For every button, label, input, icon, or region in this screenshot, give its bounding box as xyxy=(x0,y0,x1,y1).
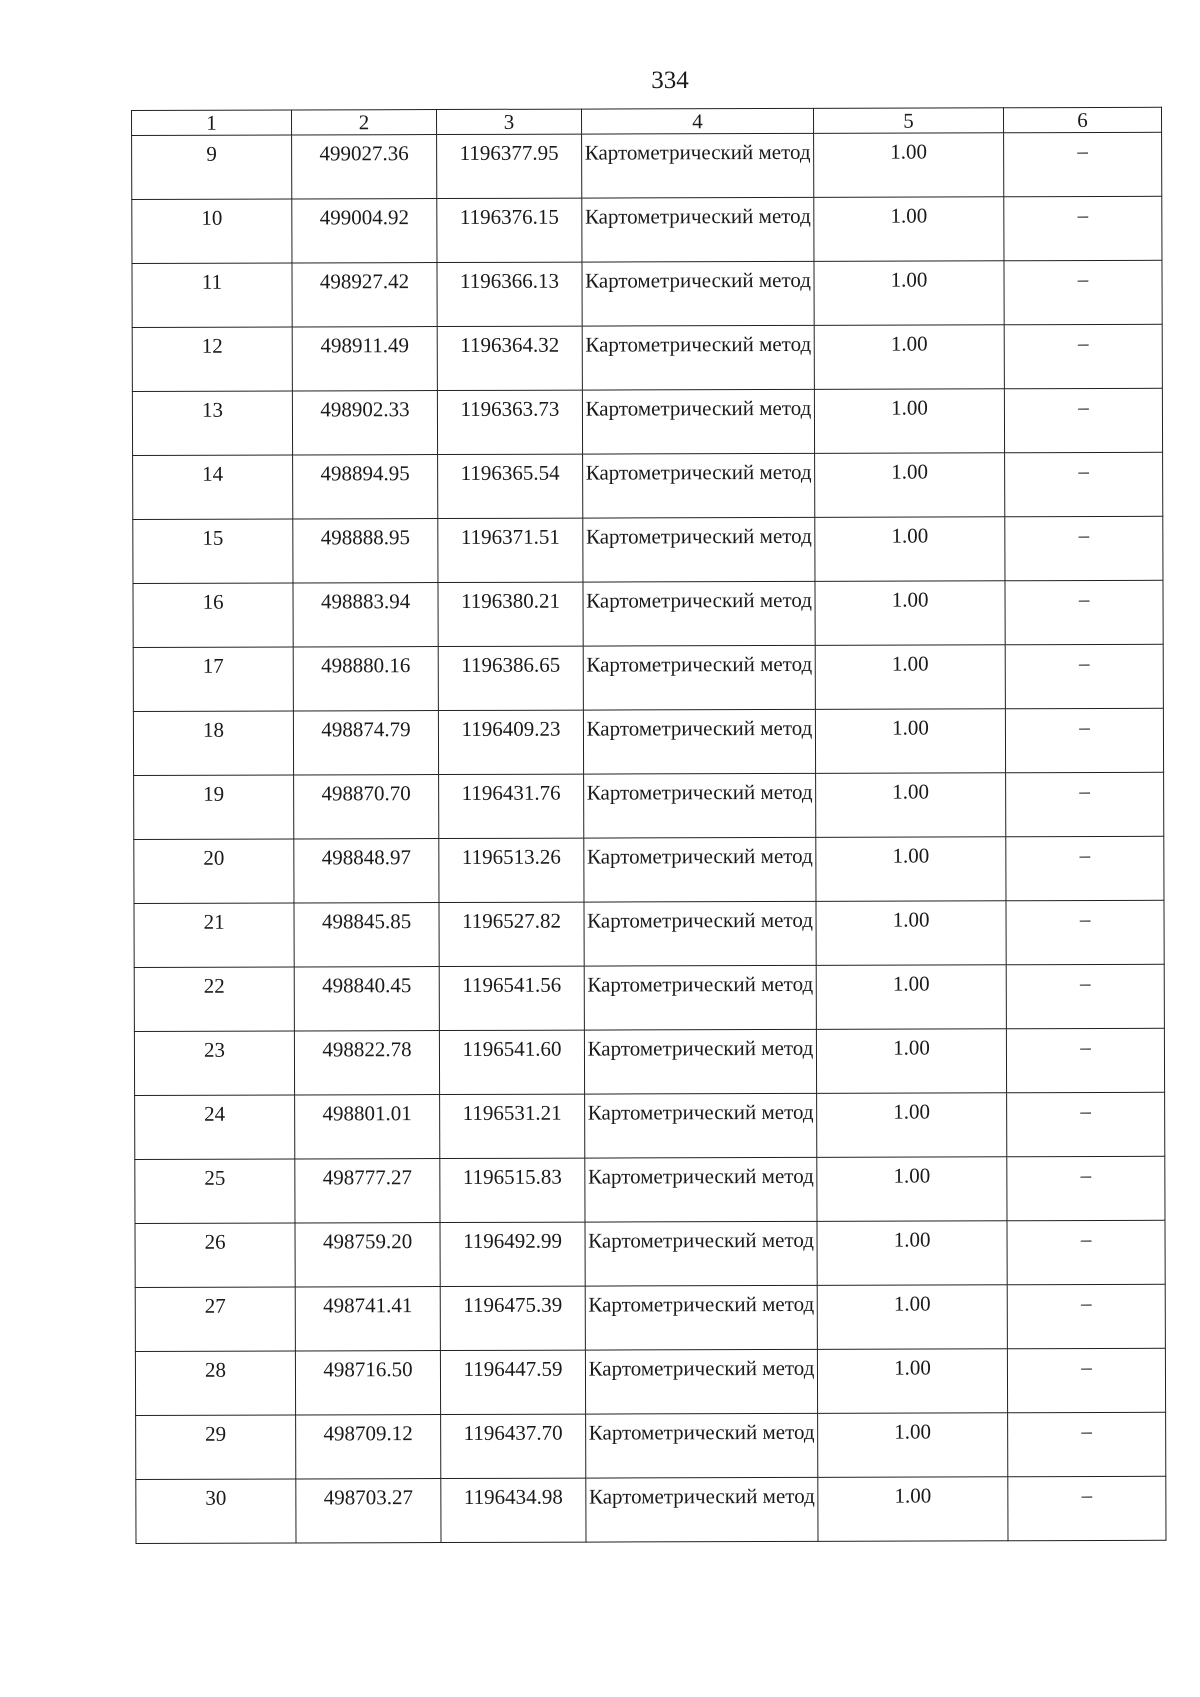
x-coordinate-cell: 498848.97 xyxy=(294,839,439,903)
accuracy-cell: 1.00 xyxy=(815,645,1005,710)
point-number-cell: 24 xyxy=(135,1095,295,1160)
y-coordinate-cell: 1196377.95 xyxy=(437,134,582,198)
point-number-cell: 22 xyxy=(134,967,294,1032)
point-number-cell: 16 xyxy=(133,583,293,648)
point-number-cell: 30 xyxy=(136,1479,296,1544)
x-coordinate-cell: 498927.42 xyxy=(292,263,437,327)
y-coordinate-cell: 1196527.82 xyxy=(439,902,584,966)
table-row xyxy=(136,1412,1166,1479)
point-number-cell: 10 xyxy=(132,199,292,264)
note-cell: – xyxy=(1004,388,1162,452)
method-cell: Картометрический метод xyxy=(583,581,815,646)
x-coordinate-cell: 498874.79 xyxy=(293,711,438,775)
x-coordinate-cell: 498716.50 xyxy=(295,1351,440,1415)
accuracy-cell: 1.00 xyxy=(814,325,1004,390)
note-cell: – xyxy=(1005,580,1163,644)
y-coordinate-cell: 1196447.59 xyxy=(440,1350,585,1414)
accuracy-cell: 1.00 xyxy=(817,1093,1007,1158)
point-number-cell: 26 xyxy=(135,1223,295,1288)
x-coordinate-cell: 498883.94 xyxy=(293,583,438,647)
note-cell: – xyxy=(1006,964,1164,1028)
y-coordinate-cell: 1196366.13 xyxy=(437,262,582,326)
coordinates-table-container xyxy=(131,107,1166,1544)
y-coordinate-cell: 1196541.60 xyxy=(439,1030,584,1094)
method-cell: Картометрический метод xyxy=(585,1221,817,1286)
point-number-cell: 9 xyxy=(132,135,292,200)
point-number-cell: 25 xyxy=(135,1159,295,1224)
x-coordinate-cell: 498911.49 xyxy=(292,327,437,391)
y-coordinate-cell: 1196515.83 xyxy=(440,1158,585,1222)
method-cell: Картометрический метод xyxy=(585,1093,817,1158)
method-cell: Картометрический метод xyxy=(584,965,816,1030)
note-cell: – xyxy=(1007,1092,1165,1156)
note-cell: – xyxy=(1004,324,1162,388)
table-row xyxy=(134,964,1164,1031)
method-cell: Картометрический метод xyxy=(586,1477,818,1542)
accuracy-cell: 1.00 xyxy=(815,709,1005,774)
table-row xyxy=(135,1348,1165,1415)
y-coordinate-cell: 1196365.54 xyxy=(438,454,583,518)
note-cell: – xyxy=(1007,1156,1165,1220)
method-cell: Картометрический метод xyxy=(583,645,815,710)
x-coordinate-cell: 498822.78 xyxy=(294,1031,439,1095)
table-row xyxy=(132,324,1162,391)
point-number-cell: 17 xyxy=(133,647,293,712)
note-cell: – xyxy=(1007,1348,1165,1412)
method-cell: Картометрический метод xyxy=(585,1157,817,1222)
method-cell: Картометрический метод xyxy=(582,261,814,326)
y-coordinate-cell: 1196492.99 xyxy=(440,1222,585,1286)
point-number-cell: 13 xyxy=(132,391,292,456)
accuracy-cell: 1.00 xyxy=(816,965,1006,1030)
note-cell: – xyxy=(1005,708,1163,772)
x-coordinate-cell: 498902.33 xyxy=(292,391,437,455)
accuracy-cell: 1.00 xyxy=(818,1477,1008,1542)
y-coordinate-cell: 1196475.39 xyxy=(440,1286,585,1350)
method-cell: Картометрический метод xyxy=(584,837,816,902)
x-coordinate-cell: 498894.95 xyxy=(293,455,438,519)
table-row xyxy=(133,580,1163,647)
column-header: 1 xyxy=(132,110,292,136)
table-row xyxy=(134,900,1164,967)
accuracy-cell: 1.00 xyxy=(816,837,1006,902)
note-cell: – xyxy=(1006,1028,1164,1092)
point-number-cell: 18 xyxy=(133,711,293,776)
column-header: 4 xyxy=(581,108,813,134)
page-number: 334 xyxy=(651,67,689,94)
y-coordinate-cell: 1196376.15 xyxy=(437,198,582,262)
y-coordinate-cell: 1196371.51 xyxy=(438,518,583,582)
accuracy-cell: 1.00 xyxy=(814,261,1004,326)
note-cell: – xyxy=(1005,644,1163,708)
method-cell: Картометрический метод xyxy=(586,1413,818,1478)
table-row xyxy=(133,708,1163,775)
x-coordinate-cell: 498759.20 xyxy=(295,1223,440,1287)
table-row xyxy=(135,1156,1165,1223)
table-row xyxy=(132,388,1162,455)
method-cell: Картометрический метод xyxy=(585,1285,817,1350)
column-header: 6 xyxy=(1003,107,1161,132)
x-coordinate-cell: 498870.70 xyxy=(294,775,439,839)
point-number-cell: 12 xyxy=(132,327,292,392)
y-coordinate-cell: 1196531.21 xyxy=(440,1094,585,1158)
table-row xyxy=(134,772,1164,839)
point-number-cell: 21 xyxy=(134,903,294,968)
table-row xyxy=(132,196,1162,263)
note-cell: – xyxy=(1006,772,1164,836)
note-cell: – xyxy=(1007,1220,1165,1284)
table-row xyxy=(134,1028,1164,1095)
x-coordinate-cell: 498880.16 xyxy=(293,647,438,711)
y-coordinate-cell: 1196364.32 xyxy=(437,326,582,390)
method-cell: Картометрический метод xyxy=(585,1349,817,1414)
column-header: 5 xyxy=(813,108,1003,134)
method-cell: Картометрический метод xyxy=(583,453,815,518)
method-cell: Картометрический метод xyxy=(582,197,814,262)
table-row xyxy=(132,132,1162,199)
accuracy-cell: 1.00 xyxy=(817,1157,1007,1222)
point-number-cell: 28 xyxy=(135,1351,295,1416)
note-cell: – xyxy=(1006,900,1164,964)
point-number-cell: 20 xyxy=(134,839,294,904)
method-cell: Картометрический метод xyxy=(582,325,814,390)
table-body xyxy=(132,132,1166,1543)
x-coordinate-cell: 498741.41 xyxy=(295,1287,440,1351)
y-coordinate-cell: 1196434.98 xyxy=(441,1478,586,1542)
table-row xyxy=(135,1284,1165,1351)
method-cell: Картометрический метод xyxy=(583,709,815,774)
note-cell: – xyxy=(1005,452,1163,516)
note-cell: – xyxy=(1005,516,1163,580)
accuracy-cell: 1.00 xyxy=(816,1029,1006,1094)
point-number-cell: 14 xyxy=(133,455,293,520)
x-coordinate-cell: 498703.27 xyxy=(296,1479,441,1543)
y-coordinate-cell: 1196541.56 xyxy=(439,966,584,1030)
coordinates-table xyxy=(131,107,1167,1544)
table-row xyxy=(135,1092,1165,1159)
note-cell: – xyxy=(1004,132,1162,196)
column-header: 3 xyxy=(437,109,582,134)
table-row xyxy=(134,836,1164,903)
x-coordinate-cell: 498709.12 xyxy=(296,1415,441,1479)
accuracy-cell: 1.00 xyxy=(815,453,1005,518)
method-cell: Картометрический метод xyxy=(584,773,816,838)
table-row xyxy=(132,260,1162,327)
x-coordinate-cell: 498845.85 xyxy=(294,903,439,967)
accuracy-cell: 1.00 xyxy=(816,773,1006,838)
accuracy-cell: 1.00 xyxy=(814,197,1004,262)
point-number-cell: 15 xyxy=(133,519,293,584)
y-coordinate-cell: 1196437.70 xyxy=(441,1414,586,1478)
table-row xyxy=(133,644,1163,711)
accuracy-cell: 1.00 xyxy=(818,1413,1008,1478)
y-coordinate-cell: 1196513.26 xyxy=(439,838,584,902)
method-cell: Картометрический метод xyxy=(583,517,815,582)
y-coordinate-cell: 1196363.73 xyxy=(437,390,582,454)
y-coordinate-cell: 1196431.76 xyxy=(439,774,584,838)
method-cell: Картометрический метод xyxy=(584,1029,816,1094)
point-number-cell: 27 xyxy=(135,1287,295,1352)
table-row xyxy=(135,1220,1165,1287)
table-row xyxy=(133,452,1163,519)
note-cell: – xyxy=(1004,196,1162,260)
table-row xyxy=(136,1476,1166,1543)
point-number-cell: 19 xyxy=(134,775,294,840)
note-cell: – xyxy=(1004,260,1162,324)
note-cell: – xyxy=(1008,1412,1166,1476)
note-cell: – xyxy=(1007,1284,1165,1348)
table-header-row xyxy=(132,107,1162,135)
x-coordinate-cell: 499027.36 xyxy=(292,135,437,199)
point-number-cell: 23 xyxy=(134,1031,294,1096)
accuracy-cell: 1.00 xyxy=(816,901,1006,966)
accuracy-cell: 1.00 xyxy=(815,517,1005,582)
accuracy-cell: 1.00 xyxy=(817,1221,1007,1286)
method-cell: Картометрический метод xyxy=(582,389,814,454)
note-cell: – xyxy=(1008,1476,1166,1540)
table-row xyxy=(133,516,1163,583)
method-cell: Картометрический метод xyxy=(582,133,814,198)
point-number-cell: 11 xyxy=(132,263,292,328)
x-coordinate-cell: 498888.95 xyxy=(293,519,438,583)
x-coordinate-cell: 498840.45 xyxy=(294,967,439,1031)
method-cell: Картометрический метод xyxy=(584,901,816,966)
y-coordinate-cell: 1196409.23 xyxy=(438,710,583,774)
y-coordinate-cell: 1196386.65 xyxy=(438,646,583,710)
accuracy-cell: 1.00 xyxy=(814,389,1004,454)
y-coordinate-cell: 1196380.21 xyxy=(438,582,583,646)
x-coordinate-cell: 499004.92 xyxy=(292,199,437,263)
accuracy-cell: 1.00 xyxy=(814,133,1004,198)
column-header: 2 xyxy=(292,110,437,135)
x-coordinate-cell: 498777.27 xyxy=(295,1159,440,1223)
point-number-cell: 29 xyxy=(136,1415,296,1480)
accuracy-cell: 1.00 xyxy=(817,1285,1007,1350)
x-coordinate-cell: 498801.01 xyxy=(295,1095,440,1159)
note-cell: – xyxy=(1006,836,1164,900)
accuracy-cell: 1.00 xyxy=(817,1349,1007,1414)
accuracy-cell: 1.00 xyxy=(815,581,1005,646)
